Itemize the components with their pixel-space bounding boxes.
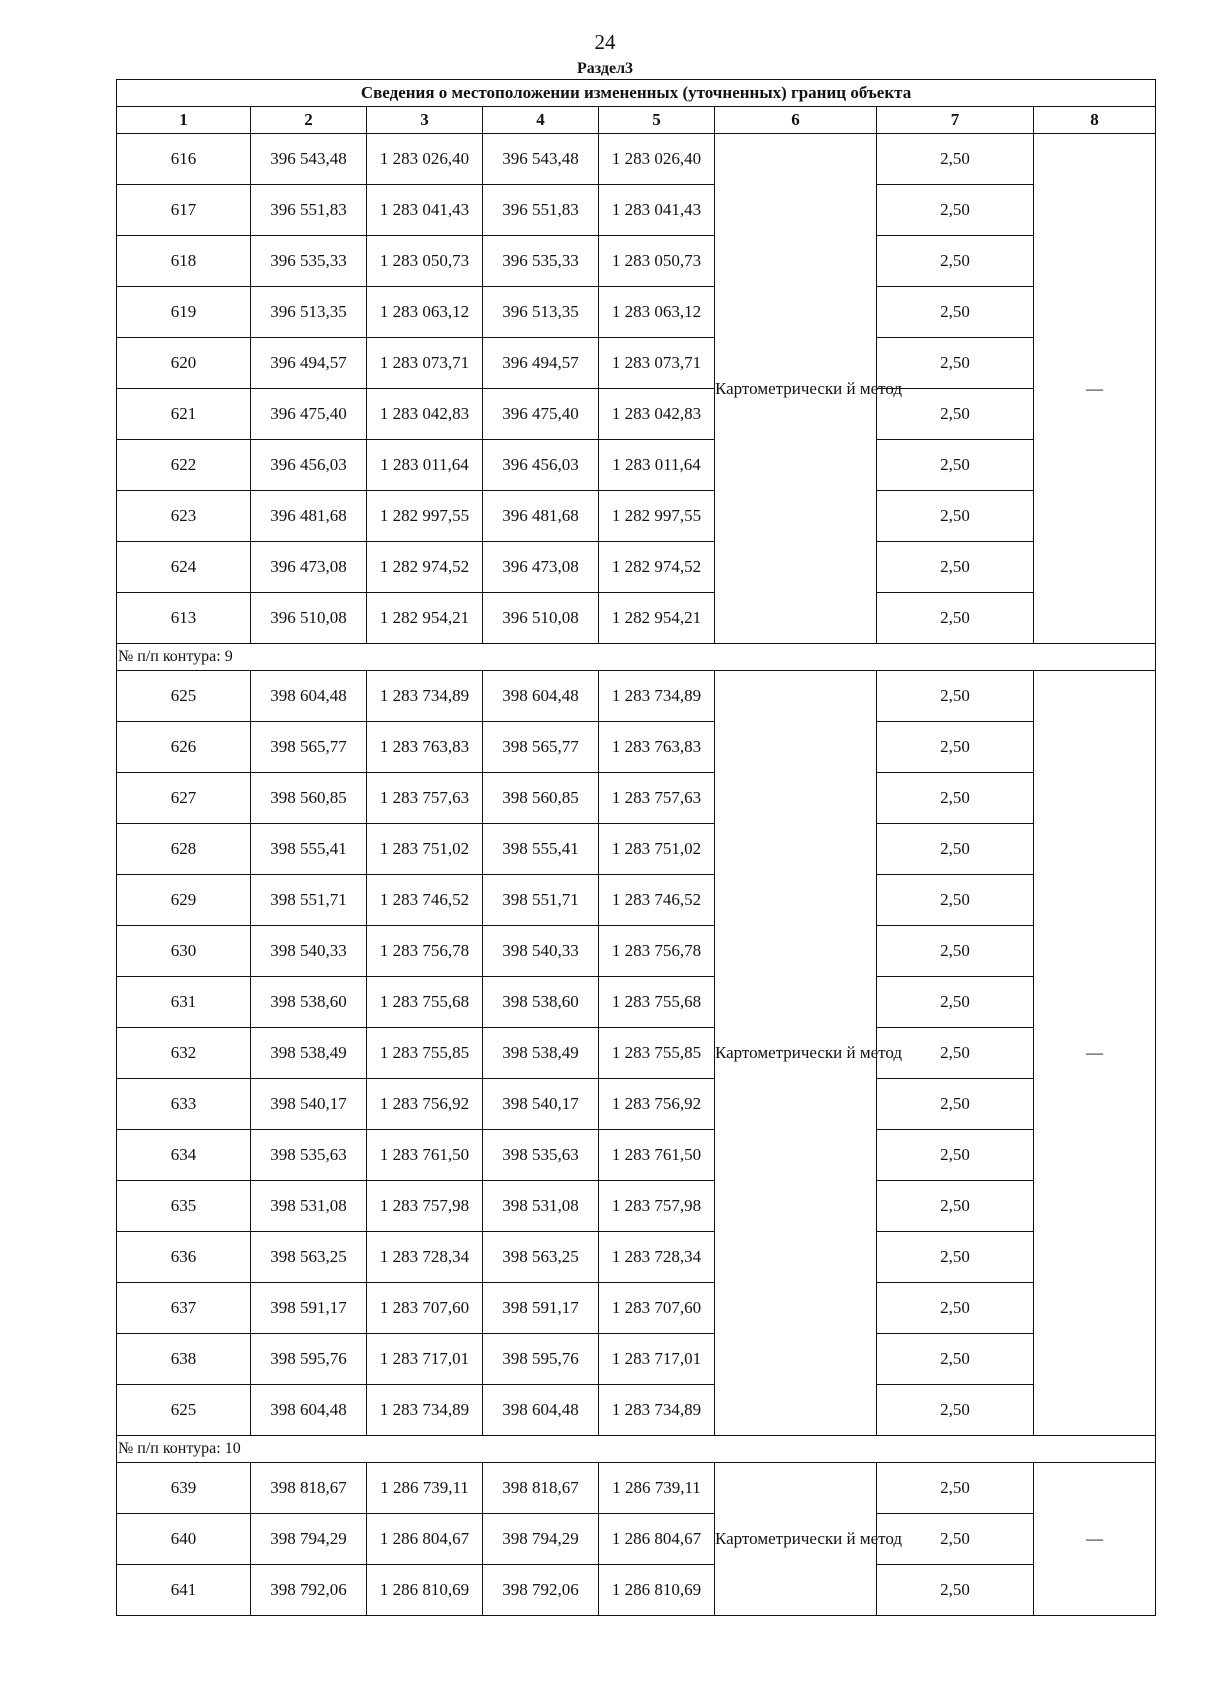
- y-new-cell: 1 283 011,64: [599, 440, 715, 491]
- point-number-cell: 640: [117, 1514, 251, 1565]
- y-existing-cell: 1 283 734,89: [367, 1385, 483, 1436]
- x-new-cell: 398 565,77: [483, 722, 599, 773]
- y-new-cell: 1 286 739,11: [599, 1463, 715, 1514]
- x-new-cell: 398 604,48: [483, 1385, 599, 1436]
- x-existing-cell: 396 494,57: [251, 338, 367, 389]
- x-existing-cell: 398 818,67: [251, 1463, 367, 1514]
- x-new-cell: 396 543,48: [483, 134, 599, 185]
- y-existing-cell: 1 283 761,50: [367, 1130, 483, 1181]
- accuracy-cell: 2,50: [877, 1565, 1034, 1616]
- table-caption: Сведения о местоположении измененных (уточненных) границ объекта: [117, 80, 1156, 107]
- y-existing-cell: 1 286 810,69: [367, 1565, 483, 1616]
- x-new-cell: 398 535,63: [483, 1130, 599, 1181]
- x-existing-cell: 398 604,48: [251, 1385, 367, 1436]
- accuracy-cell: 2,50: [877, 1232, 1034, 1283]
- x-existing-cell: 398 604,48: [251, 671, 367, 722]
- contour-label: № п/п контура: 10: [117, 1436, 1156, 1463]
- x-existing-cell: 396 456,03: [251, 440, 367, 491]
- point-number-cell: 618: [117, 236, 251, 287]
- accuracy-cell: 2,50: [877, 1514, 1034, 1565]
- table-row: [117, 1514, 1156, 1565]
- table-row: [117, 185, 1156, 236]
- y-existing-cell: 1 283 757,98: [367, 1181, 483, 1232]
- x-new-cell: 398 792,06: [483, 1565, 599, 1616]
- accuracy-cell: 2,50: [877, 1385, 1034, 1436]
- x-new-cell: 396 535,33: [483, 236, 599, 287]
- y-existing-cell: 1 282 997,55: [367, 491, 483, 542]
- x-new-cell: 398 555,41: [483, 824, 599, 875]
- y-new-cell: 1 283 761,50: [599, 1130, 715, 1181]
- y-new-cell: 1 282 974,52: [599, 542, 715, 593]
- y-new-cell: 1 283 746,52: [599, 875, 715, 926]
- y-existing-cell: 1 286 804,67: [367, 1514, 483, 1565]
- x-existing-cell: 396 473,08: [251, 542, 367, 593]
- accuracy-cell: 2,50: [877, 1028, 1034, 1079]
- x-existing-cell: 398 551,71: [251, 875, 367, 926]
- accuracy-cell: 2,50: [877, 671, 1034, 722]
- y-new-cell: 1 283 757,63: [599, 773, 715, 824]
- point-number-cell: 635: [117, 1181, 251, 1232]
- point-number-cell: 630: [117, 926, 251, 977]
- point-number-cell: 623: [117, 491, 251, 542]
- y-new-cell: 1 283 755,85: [599, 1028, 715, 1079]
- column-header: 7: [877, 107, 1034, 134]
- point-number-cell: 620: [117, 338, 251, 389]
- column-header: 5: [599, 107, 715, 134]
- accuracy-cell: 2,50: [877, 1079, 1034, 1130]
- x-new-cell: 398 560,85: [483, 773, 599, 824]
- x-existing-cell: 398 540,17: [251, 1079, 367, 1130]
- table-row: [117, 338, 1156, 389]
- point-number-cell: 631: [117, 977, 251, 1028]
- y-new-cell: 1 283 042,83: [599, 389, 715, 440]
- y-existing-cell: 1 283 756,92: [367, 1079, 483, 1130]
- x-new-cell: 396 513,35: [483, 287, 599, 338]
- section-title: Раздел3: [576, 60, 634, 77]
- y-existing-cell: 1 283 042,83: [367, 389, 483, 440]
- accuracy-cell: 2,50: [877, 287, 1034, 338]
- y-new-cell: 1 283 063,12: [599, 287, 715, 338]
- y-new-cell: 1 286 804,67: [599, 1514, 715, 1565]
- accuracy-cell: 2,50: [877, 542, 1034, 593]
- x-new-cell: 398 551,71: [483, 875, 599, 926]
- y-new-cell: 1 282 954,21: [599, 593, 715, 644]
- y-existing-cell: 1 283 757,63: [367, 773, 483, 824]
- point-number-cell: 632: [117, 1028, 251, 1079]
- accuracy-cell: 2,50: [877, 1181, 1034, 1232]
- column-header: 1: [117, 107, 251, 134]
- x-new-cell: 398 563,25: [483, 1232, 599, 1283]
- accuracy-cell: 2,50: [877, 236, 1034, 287]
- point-number-cell: 619: [117, 287, 251, 338]
- table-row: [117, 1334, 1156, 1385]
- y-existing-cell: 1 283 063,12: [367, 287, 483, 338]
- x-new-cell: 398 604,48: [483, 671, 599, 722]
- point-number-cell: 621: [117, 389, 251, 440]
- accuracy-cell: 2,50: [877, 440, 1034, 491]
- point-number-cell: 634: [117, 1130, 251, 1181]
- x-existing-cell: 398 595,76: [251, 1334, 367, 1385]
- y-existing-cell: 1 283 751,02: [367, 824, 483, 875]
- table-row: [117, 542, 1156, 593]
- y-existing-cell: 1 283 041,43: [367, 185, 483, 236]
- y-new-cell: 1 283 728,34: [599, 1232, 715, 1283]
- x-new-cell: 398 794,29: [483, 1514, 599, 1565]
- point-number-cell: 613: [117, 593, 251, 644]
- table-row: [117, 773, 1156, 824]
- method-cell: Картометрически й метод: [715, 134, 877, 644]
- accuracy-cell: 2,50: [877, 926, 1034, 977]
- x-new-cell: 398 540,17: [483, 1079, 599, 1130]
- accuracy-cell: 2,50: [877, 824, 1034, 875]
- y-new-cell: 1 283 041,43: [599, 185, 715, 236]
- x-existing-cell: 398 563,25: [251, 1232, 367, 1283]
- y-existing-cell: 1 283 073,71: [367, 338, 483, 389]
- accuracy-cell: 2,50: [877, 338, 1034, 389]
- table-row: [117, 440, 1156, 491]
- x-existing-cell: 396 475,40: [251, 389, 367, 440]
- accuracy-cell: 2,50: [877, 134, 1034, 185]
- x-new-cell: 398 595,76: [483, 1334, 599, 1385]
- x-existing-cell: 398 531,08: [251, 1181, 367, 1232]
- description-cell: —: [1034, 134, 1156, 644]
- table-row: [117, 1181, 1156, 1232]
- y-new-cell: 1 283 757,98: [599, 1181, 715, 1232]
- y-new-cell: 1 283 734,89: [599, 1385, 715, 1436]
- contour-label: № п/п контура: 9: [117, 644, 1156, 671]
- table-row: [117, 287, 1156, 338]
- accuracy-cell: 2,50: [877, 977, 1034, 1028]
- x-existing-cell: 398 540,33: [251, 926, 367, 977]
- point-number-cell: 624: [117, 542, 251, 593]
- x-new-cell: 396 473,08: [483, 542, 599, 593]
- column-header: 4: [483, 107, 599, 134]
- column-header: 8: [1034, 107, 1156, 134]
- table-row: [117, 1232, 1156, 1283]
- x-existing-cell: 396 535,33: [251, 236, 367, 287]
- y-existing-cell: 1 283 717,01: [367, 1334, 483, 1385]
- x-existing-cell: 398 538,49: [251, 1028, 367, 1079]
- point-number-cell: 638: [117, 1334, 251, 1385]
- x-existing-cell: 398 555,41: [251, 824, 367, 875]
- y-new-cell: 1 283 707,60: [599, 1283, 715, 1334]
- y-new-cell: 1 283 717,01: [599, 1334, 715, 1385]
- description-cell: —: [1034, 1463, 1156, 1616]
- point-number-cell: 622: [117, 440, 251, 491]
- y-existing-cell: 1 283 734,89: [367, 671, 483, 722]
- table-row: [117, 875, 1156, 926]
- y-new-cell: 1 283 756,78: [599, 926, 715, 977]
- x-new-cell: 396 494,57: [483, 338, 599, 389]
- accuracy-cell: 2,50: [877, 1130, 1034, 1181]
- x-existing-cell: 398 565,77: [251, 722, 367, 773]
- point-number-cell: 639: [117, 1463, 251, 1514]
- x-existing-cell: 396 510,08: [251, 593, 367, 644]
- table-row: [117, 824, 1156, 875]
- x-new-cell: 396 475,40: [483, 389, 599, 440]
- table-row: [117, 1463, 1156, 1514]
- y-new-cell: 1 283 026,40: [599, 134, 715, 185]
- column-header: 3: [367, 107, 483, 134]
- y-new-cell: 1 283 756,92: [599, 1079, 715, 1130]
- point-number-cell: 626: [117, 722, 251, 773]
- x-new-cell: 398 540,33: [483, 926, 599, 977]
- boundary-coordinates-table: [116, 79, 1156, 1616]
- point-number-cell: 625: [117, 1385, 251, 1436]
- point-number-cell: 637: [117, 1283, 251, 1334]
- point-number-cell: 627: [117, 773, 251, 824]
- table-body: [117, 134, 1156, 1616]
- y-existing-cell: 1 283 707,60: [367, 1283, 483, 1334]
- method-cell: Картометрически й метод: [715, 671, 877, 1436]
- y-existing-cell: 1 286 739,11: [367, 1463, 483, 1514]
- table-row: [117, 236, 1156, 287]
- y-existing-cell: 1 283 026,40: [367, 134, 483, 185]
- table-row: [117, 722, 1156, 773]
- accuracy-cell: 2,50: [877, 1334, 1034, 1385]
- table-row: [117, 134, 1156, 185]
- y-new-cell: 1 282 997,55: [599, 491, 715, 542]
- point-number-cell: 625: [117, 671, 251, 722]
- accuracy-cell: 2,50: [877, 185, 1034, 236]
- point-number-cell: 617: [117, 185, 251, 236]
- x-new-cell: 396 510,08: [483, 593, 599, 644]
- x-new-cell: 396 481,68: [483, 491, 599, 542]
- table-row: [117, 1130, 1156, 1181]
- accuracy-cell: 2,50: [877, 1463, 1034, 1514]
- x-existing-cell: 396 543,48: [251, 134, 367, 185]
- y-existing-cell: 1 283 755,68: [367, 977, 483, 1028]
- x-new-cell: 398 591,17: [483, 1283, 599, 1334]
- y-new-cell: 1 283 763,83: [599, 722, 715, 773]
- x-new-cell: 398 531,08: [483, 1181, 599, 1232]
- accuracy-cell: 2,50: [877, 875, 1034, 926]
- y-existing-cell: 1 282 974,52: [367, 542, 483, 593]
- x-existing-cell: 398 535,63: [251, 1130, 367, 1181]
- y-existing-cell: 1 282 954,21: [367, 593, 483, 644]
- column-header: 2: [251, 107, 367, 134]
- y-new-cell: 1 286 810,69: [599, 1565, 715, 1616]
- method-cell: Картометрически й метод: [715, 1463, 877, 1616]
- accuracy-cell: 2,50: [877, 491, 1034, 542]
- y-existing-cell: 1 283 728,34: [367, 1232, 483, 1283]
- x-existing-cell: 398 538,60: [251, 977, 367, 1028]
- y-existing-cell: 1 283 755,85: [367, 1028, 483, 1079]
- table-row: [117, 389, 1156, 440]
- contour-label-row: [117, 1436, 1156, 1463]
- column-header: 6: [715, 107, 877, 134]
- x-new-cell: 398 538,49: [483, 1028, 599, 1079]
- y-existing-cell: 1 283 011,64: [367, 440, 483, 491]
- table-row: [117, 1079, 1156, 1130]
- x-existing-cell: 398 560,85: [251, 773, 367, 824]
- point-number-cell: 616: [117, 134, 251, 185]
- table-row: [117, 1028, 1156, 1079]
- accuracy-cell: 2,50: [877, 593, 1034, 644]
- table-row: [117, 1565, 1156, 1616]
- table-row: [117, 593, 1156, 644]
- x-new-cell: 396 551,83: [483, 185, 599, 236]
- contour-label-row: [117, 644, 1156, 671]
- x-new-cell: 396 456,03: [483, 440, 599, 491]
- page-number: 24: [594, 30, 616, 54]
- point-number-cell: 633: [117, 1079, 251, 1130]
- x-existing-cell: 396 551,83: [251, 185, 367, 236]
- y-new-cell: 1 283 751,02: [599, 824, 715, 875]
- description-cell: —: [1034, 671, 1156, 1436]
- point-number-cell: 628: [117, 824, 251, 875]
- y-existing-cell: 1 283 050,73: [367, 236, 483, 287]
- table-row: [117, 671, 1156, 722]
- table-row: [117, 491, 1156, 542]
- point-number-cell: 636: [117, 1232, 251, 1283]
- y-new-cell: 1 283 073,71: [599, 338, 715, 389]
- y-new-cell: 1 283 734,89: [599, 671, 715, 722]
- accuracy-cell: 2,50: [877, 722, 1034, 773]
- y-new-cell: 1 283 755,68: [599, 977, 715, 1028]
- accuracy-cell: 2,50: [877, 1283, 1034, 1334]
- accuracy-cell: 2,50: [877, 389, 1034, 440]
- table-row: [117, 1385, 1156, 1436]
- x-existing-cell: 396 513,35: [251, 287, 367, 338]
- accuracy-cell: 2,50: [877, 773, 1034, 824]
- table-row: [117, 926, 1156, 977]
- point-number-cell: 641: [117, 1565, 251, 1616]
- y-existing-cell: 1 283 756,78: [367, 926, 483, 977]
- x-new-cell: 398 818,67: [483, 1463, 599, 1514]
- x-existing-cell: 398 794,29: [251, 1514, 367, 1565]
- x-existing-cell: 398 792,06: [251, 1565, 367, 1616]
- x-existing-cell: 396 481,68: [251, 491, 367, 542]
- y-existing-cell: 1 283 746,52: [367, 875, 483, 926]
- y-new-cell: 1 283 050,73: [599, 236, 715, 287]
- table-row: [117, 1283, 1156, 1334]
- x-existing-cell: 398 591,17: [251, 1283, 367, 1334]
- y-existing-cell: 1 283 763,83: [367, 722, 483, 773]
- table-row: [117, 977, 1156, 1028]
- point-number-cell: 629: [117, 875, 251, 926]
- x-new-cell: 398 538,60: [483, 977, 599, 1028]
